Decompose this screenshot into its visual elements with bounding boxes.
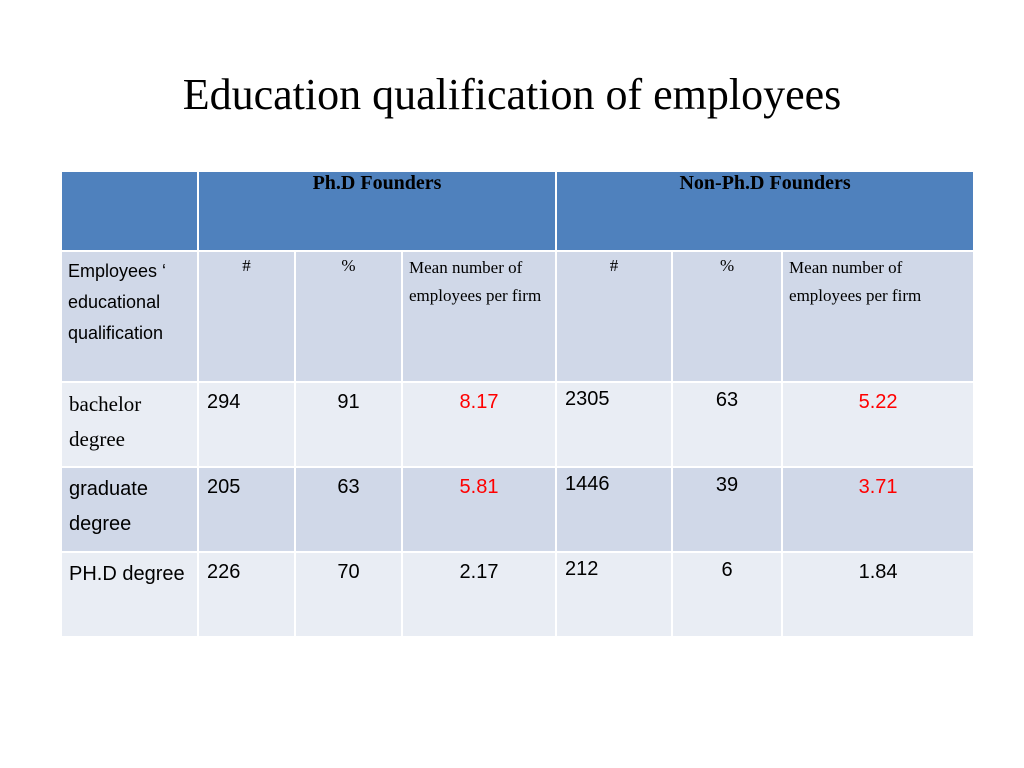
non-phd-count-cell: 212 xyxy=(556,552,672,637)
row-label: bachelor degree xyxy=(61,382,198,467)
header-phd-founders: Ph.D Founders xyxy=(198,171,556,251)
table-row-graduate xyxy=(61,467,974,552)
phd-percent-cell: 70 xyxy=(295,552,402,637)
phd-mean-cell: 8.17 xyxy=(402,382,556,467)
non-phd-mean-header: Mean number of employees per firm xyxy=(782,251,974,382)
education-table xyxy=(60,170,975,638)
phd-mean-cell: 2.17 xyxy=(402,552,556,637)
non-phd-percent-cell: 6 xyxy=(672,552,782,637)
phd-percent-cell: 91 xyxy=(295,382,402,467)
non-phd-percent-cell: 63 xyxy=(672,382,782,467)
non-phd-mean-cell: 5.22 xyxy=(782,382,974,467)
phd-count-cell: 226 xyxy=(198,552,295,637)
phd-percent-header: % xyxy=(295,251,402,382)
non-phd-count-header: # xyxy=(556,251,672,382)
table-row-bachelor xyxy=(61,382,974,467)
slide-title: Education qualification of employees xyxy=(182,70,842,119)
non-phd-percent-header: % xyxy=(672,251,782,382)
group-header-row xyxy=(61,171,974,251)
non-phd-mean-cell: 3.71 xyxy=(782,467,974,552)
row-label: PH.D degree xyxy=(61,552,198,637)
phd-mean-cell: 5.81 xyxy=(402,467,556,552)
table-row-phd xyxy=(61,552,974,637)
column-header-row xyxy=(61,251,974,382)
header-non-phd-founders: Non-Ph.D Founders xyxy=(556,171,974,251)
header-empty-cell xyxy=(61,171,198,251)
phd-count-cell: 205 xyxy=(198,467,295,552)
phd-mean-header: Mean number of employees per firm xyxy=(402,251,556,382)
phd-percent-cell: 63 xyxy=(295,467,402,552)
non-phd-percent-cell: 39 xyxy=(672,467,782,552)
non-phd-count-cell: 2305 xyxy=(556,382,672,467)
row-label: graduate degree xyxy=(61,467,198,552)
non-phd-count-cell: 1446 xyxy=(556,467,672,552)
non-phd-mean-cell: 1.84 xyxy=(782,552,974,637)
phd-count-cell: 294 xyxy=(198,382,295,467)
row-label-header: Employees ‘ educational qualification xyxy=(61,251,198,382)
phd-count-header: # xyxy=(198,251,295,382)
